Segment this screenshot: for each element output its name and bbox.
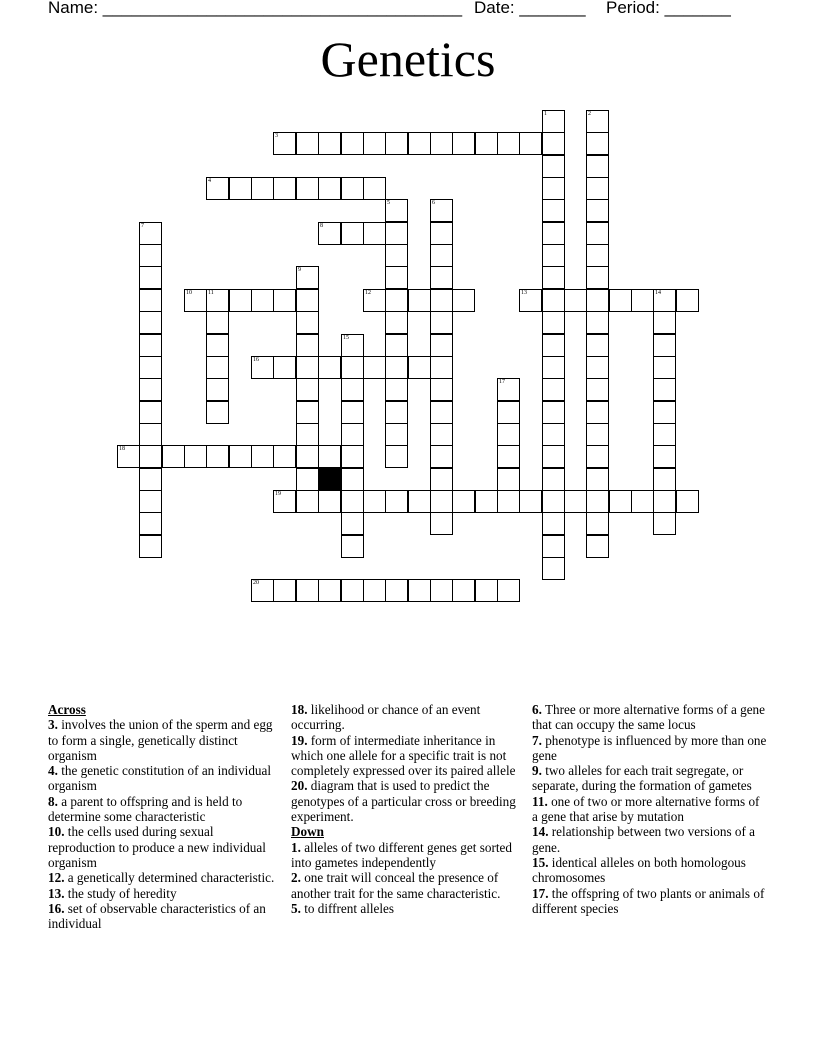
grid-cell[interactable] bbox=[341, 356, 364, 379]
clues-column-3 bbox=[532, 702, 768, 916]
grid-cell[interactable] bbox=[273, 579, 296, 602]
grid-cell[interactable] bbox=[341, 490, 364, 513]
clue-across-18: 18. likelihood or chance of an event occurring. bbox=[291, 702, 481, 733]
grid-cell[interactable] bbox=[430, 222, 453, 245]
clue-number: 7 bbox=[141, 223, 144, 229]
grid-cell[interactable] bbox=[139, 244, 162, 267]
grid-cell[interactable] bbox=[341, 334, 364, 357]
grid-cell[interactable] bbox=[542, 266, 565, 289]
grid-cell[interactable] bbox=[296, 334, 319, 357]
clue-across-4: 4. the genetic constitution of an individual organism bbox=[48, 763, 272, 794]
grid-cell[interactable] bbox=[385, 490, 408, 513]
grid-cell[interactable] bbox=[341, 579, 364, 602]
grid-cell[interactable] bbox=[430, 468, 453, 491]
grid-cell[interactable] bbox=[586, 311, 609, 334]
grid-cell[interactable] bbox=[586, 445, 609, 468]
clue-across-19: 19. form of intermediate inheritance in which one allele for a specific trait is not completely expressed over its paired allele bbox=[291, 732, 516, 779]
grid-cell[interactable] bbox=[430, 423, 453, 446]
grid-cell[interactable] bbox=[609, 490, 632, 513]
grid-cell[interactable] bbox=[586, 244, 609, 267]
grid-cell[interactable] bbox=[586, 266, 609, 289]
grid-cell[interactable] bbox=[519, 289, 542, 312]
grid-cell[interactable] bbox=[251, 579, 274, 602]
grid-cell[interactable] bbox=[475, 490, 498, 513]
grid-cell[interactable] bbox=[542, 177, 565, 200]
clue-down-7: 7. phenotype is influenced by more than one gene bbox=[532, 732, 767, 763]
grid-cell[interactable] bbox=[273, 445, 296, 468]
grid-cell[interactable] bbox=[430, 445, 453, 468]
clue-down-15: 15. identical alleles on both homologous chromosomes bbox=[532, 854, 746, 886]
grid-cell[interactable] bbox=[341, 445, 364, 468]
grid-cell[interactable] bbox=[296, 401, 319, 424]
grid-cell[interactable] bbox=[363, 356, 386, 379]
grid-cell[interactable] bbox=[251, 445, 274, 468]
grid-cell[interactable] bbox=[452, 579, 475, 602]
grid-cell[interactable] bbox=[341, 378, 364, 401]
grid-cell[interactable] bbox=[363, 177, 386, 200]
grid-cell[interactable] bbox=[542, 378, 565, 401]
grid-cell[interactable] bbox=[653, 289, 676, 312]
clue-number: 4 bbox=[208, 178, 211, 184]
grid-cell[interactable] bbox=[586, 378, 609, 401]
grid-cell[interactable] bbox=[542, 334, 565, 357]
clues-column-1 bbox=[48, 702, 276, 931]
grid-cell[interactable] bbox=[586, 222, 609, 245]
grid-cell[interactable] bbox=[385, 244, 408, 267]
grid-cell[interactable] bbox=[653, 334, 676, 357]
grid-cell[interactable] bbox=[653, 512, 676, 535]
grid-cell[interactable] bbox=[586, 535, 609, 558]
grid-cell[interactable] bbox=[430, 334, 453, 357]
grid-cell[interactable] bbox=[341, 132, 364, 155]
grid-cell[interactable] bbox=[430, 199, 453, 222]
grid-cell[interactable] bbox=[542, 557, 565, 580]
grid-cell[interactable] bbox=[497, 490, 520, 513]
grid-cell[interactable] bbox=[139, 423, 162, 446]
grid-cell[interactable] bbox=[341, 222, 364, 245]
clue-number: 17 bbox=[499, 379, 505, 385]
clue-down-14: 14. relationship between two versions of a gene. bbox=[532, 824, 756, 855]
grid-cell[interactable] bbox=[542, 445, 565, 468]
grid-cell[interactable] bbox=[586, 177, 609, 200]
grid-cell[interactable] bbox=[653, 468, 676, 491]
clue-across-20: 20. diagram that is used to predict the genotypes of a particular cross or breeding experiment. bbox=[291, 778, 516, 825]
clue-down-5: 5. to diffrent alleles bbox=[291, 900, 395, 916]
grid-cell[interactable] bbox=[251, 289, 274, 312]
grid-cell[interactable] bbox=[139, 401, 162, 424]
grid-cell[interactable] bbox=[542, 155, 565, 178]
clue-down-11: 11. one of two or more alternative forms of a gene that arise by mutation bbox=[532, 793, 760, 825]
grid-cell[interactable] bbox=[341, 512, 364, 535]
grid-cell[interactable] bbox=[385, 334, 408, 357]
clue-across-13: 13. the study of heredity bbox=[48, 885, 177, 901]
clue-number: 18 bbox=[119, 446, 125, 452]
grid-cell[interactable] bbox=[139, 356, 162, 379]
grid-cell[interactable] bbox=[162, 445, 185, 468]
grid-cell[interactable] bbox=[564, 490, 587, 513]
grid-cell[interactable] bbox=[497, 401, 520, 424]
grid-cell[interactable] bbox=[497, 423, 520, 446]
date-field: Date: _______ bbox=[474, 0, 586, 17]
grid-cell[interactable] bbox=[430, 512, 453, 535]
grid-cell[interactable] bbox=[385, 311, 408, 334]
grid-cell[interactable] bbox=[318, 490, 341, 513]
grid-cell[interactable] bbox=[296, 468, 319, 491]
clue-number: 11 bbox=[208, 290, 214, 296]
grid-cell[interactable] bbox=[475, 132, 498, 155]
grid-cell[interactable] bbox=[318, 222, 341, 245]
grid-cell[interactable] bbox=[206, 289, 229, 312]
clue-across-12: 12. a genetically determined characteristic. bbox=[48, 870, 275, 886]
grid-cell[interactable] bbox=[296, 356, 319, 379]
grid-cell[interactable] bbox=[363, 490, 386, 513]
grid-cell[interactable] bbox=[542, 490, 565, 513]
clue-number: 2 bbox=[588, 111, 591, 117]
grid-cell[interactable] bbox=[296, 266, 319, 289]
grid-cell[interactable] bbox=[475, 579, 498, 602]
grid-cell[interactable] bbox=[653, 490, 676, 513]
grid-cell[interactable] bbox=[184, 289, 207, 312]
grid-cell[interactable] bbox=[273, 356, 296, 379]
grid-cell[interactable] bbox=[519, 490, 542, 513]
grid-cell[interactable] bbox=[430, 490, 453, 513]
grid-cell[interactable] bbox=[251, 177, 274, 200]
grid-cell[interactable] bbox=[385, 401, 408, 424]
grid-cell[interactable] bbox=[385, 423, 408, 446]
grid-cell[interactable] bbox=[318, 445, 341, 468]
grid-cell[interactable] bbox=[385, 579, 408, 602]
grid-cell[interactable] bbox=[564, 289, 587, 312]
clue-number: 13 bbox=[521, 290, 527, 296]
grid-cell[interactable] bbox=[296, 177, 319, 200]
grid-cell[interactable] bbox=[206, 334, 229, 357]
grid-cell[interactable] bbox=[542, 289, 565, 312]
grid-cell[interactable] bbox=[497, 445, 520, 468]
clue-number: 6 bbox=[432, 200, 435, 206]
grid-cell[interactable] bbox=[139, 490, 162, 513]
grid-cell[interactable] bbox=[229, 177, 252, 200]
grid-cell[interactable] bbox=[586, 289, 609, 312]
grid-cell[interactable] bbox=[408, 132, 431, 155]
grid-cell[interactable] bbox=[318, 356, 341, 379]
grid-cell[interactable] bbox=[586, 132, 609, 155]
grid-cell[interactable] bbox=[542, 356, 565, 379]
grid-cell[interactable] bbox=[363, 289, 386, 312]
grid-cell[interactable] bbox=[586, 356, 609, 379]
grid-cell[interactable] bbox=[385, 199, 408, 222]
grid-cell[interactable] bbox=[586, 423, 609, 446]
clue-number: 1 bbox=[544, 111, 547, 117]
grid-cell[interactable] bbox=[631, 490, 654, 513]
grid-cell[interactable] bbox=[586, 110, 609, 133]
grid-cell[interactable] bbox=[296, 132, 319, 155]
grid-cell[interactable] bbox=[497, 132, 520, 155]
grid-cell[interactable] bbox=[542, 244, 565, 267]
grid-cell[interactable] bbox=[430, 378, 453, 401]
grid-cell[interactable] bbox=[430, 401, 453, 424]
grid-cell[interactable] bbox=[341, 423, 364, 446]
grid-cell[interactable] bbox=[452, 289, 475, 312]
grid-cell[interactable] bbox=[542, 401, 565, 424]
grid-cell[interactable] bbox=[408, 289, 431, 312]
grid-cell[interactable] bbox=[363, 579, 386, 602]
grid-cell[interactable] bbox=[653, 423, 676, 446]
grid-cell[interactable] bbox=[139, 334, 162, 357]
grid-cell[interactable] bbox=[139, 311, 162, 334]
clue-number: 3 bbox=[275, 133, 278, 139]
grid-cell[interactable] bbox=[430, 289, 453, 312]
grid-cell[interactable] bbox=[430, 132, 453, 155]
grid-cell[interactable] bbox=[542, 535, 565, 558]
grid-cell[interactable] bbox=[363, 132, 386, 155]
grid-cell[interactable] bbox=[408, 490, 431, 513]
grid-cell[interactable] bbox=[586, 334, 609, 357]
grid-cell[interactable] bbox=[653, 401, 676, 424]
grid-cell[interactable] bbox=[385, 132, 408, 155]
grid-cell[interactable] bbox=[117, 445, 140, 468]
grid-cell[interactable] bbox=[206, 311, 229, 334]
grid-cell[interactable] bbox=[385, 356, 408, 379]
grid-cell[interactable] bbox=[653, 378, 676, 401]
grid-cell[interactable] bbox=[385, 289, 408, 312]
grid-cell[interactable] bbox=[676, 490, 699, 513]
clue-number: 5 bbox=[387, 200, 390, 206]
grid-cell[interactable] bbox=[542, 222, 565, 245]
grid-cell[interactable] bbox=[296, 311, 319, 334]
grid-cell[interactable] bbox=[408, 579, 431, 602]
grid-cell[interactable] bbox=[586, 199, 609, 222]
grid-cell[interactable] bbox=[363, 222, 386, 245]
clue-down-17: 17. the offspring of two plants or animals of different species bbox=[532, 885, 765, 916]
grid-cell[interactable] bbox=[341, 177, 364, 200]
clue-number: 19 bbox=[275, 491, 281, 497]
blocked-cell bbox=[318, 468, 341, 491]
clue-across-16: 16. set of observable characteristics of an individual bbox=[48, 900, 266, 932]
clues-column-2 bbox=[291, 702, 521, 916]
grid-cell[interactable] bbox=[452, 132, 475, 155]
grid-cell[interactable] bbox=[296, 378, 319, 401]
grid-cell[interactable] bbox=[586, 468, 609, 491]
grid-cell[interactable] bbox=[273, 177, 296, 200]
grid-cell[interactable] bbox=[385, 445, 408, 468]
clue-down-2: 2. one trait will conceal the presence of another trait for the same characteristic. bbox=[291, 870, 501, 901]
grid-cell[interactable] bbox=[653, 356, 676, 379]
clue-across-10: 10. the cells used during sexual reproduction to produce a new individual organism bbox=[48, 824, 266, 870]
grid-cell[interactable] bbox=[139, 535, 162, 558]
grid-cell[interactable] bbox=[206, 356, 229, 379]
grid-cell[interactable] bbox=[430, 266, 453, 289]
clue-number: 8 bbox=[320, 223, 323, 229]
grid-cell[interactable] bbox=[318, 579, 341, 602]
grid-cell[interactable] bbox=[430, 579, 453, 602]
name-field: Name: ______________________________________ bbox=[48, 0, 463, 17]
grid-cell[interactable] bbox=[586, 512, 609, 535]
page-title: Genetics bbox=[320, 31, 496, 87]
clue-number: 9 bbox=[298, 267, 301, 273]
grid-cell[interactable] bbox=[296, 490, 319, 513]
grid-cell[interactable] bbox=[229, 289, 252, 312]
grid-cell[interactable] bbox=[341, 401, 364, 424]
grid-cell[interactable] bbox=[430, 244, 453, 267]
grid-cell[interactable] bbox=[430, 311, 453, 334]
grid-cell[interactable] bbox=[296, 289, 319, 312]
grid-cell[interactable] bbox=[318, 132, 341, 155]
grid-cell[interactable] bbox=[676, 289, 699, 312]
grid-cell[interactable] bbox=[251, 356, 274, 379]
grid-cell[interactable] bbox=[408, 356, 431, 379]
grid-cell[interactable] bbox=[139, 512, 162, 535]
grid-cell[interactable] bbox=[139, 445, 162, 468]
grid-cell[interactable] bbox=[206, 378, 229, 401]
clue-down-9: 9. two alleles for each trait segregate, or separate, during the formation of gametes bbox=[532, 763, 752, 794]
grid-cell[interactable] bbox=[184, 445, 207, 468]
grid-cell[interactable] bbox=[273, 490, 296, 513]
grid-cell[interactable] bbox=[542, 512, 565, 535]
clue-down-1: 1. alleles of two different genes get sorted into gametes independently bbox=[291, 839, 512, 870]
grid-cell[interactable] bbox=[296, 423, 319, 446]
clue-number: 14 bbox=[655, 290, 661, 296]
grid-cell[interactable] bbox=[452, 490, 475, 513]
grid-cell[interactable] bbox=[139, 378, 162, 401]
period-field: Period: _______ bbox=[606, 0, 731, 17]
grid-cell[interactable] bbox=[139, 468, 162, 491]
grid-cell[interactable] bbox=[139, 222, 162, 245]
clue-down-6: 6. Three or more alternative forms of a gene that can occupy the same locus bbox=[532, 702, 766, 733]
grid-cell[interactable] bbox=[385, 378, 408, 401]
grid-cell[interactable] bbox=[542, 423, 565, 446]
grid-cell[interactable] bbox=[653, 445, 676, 468]
grid-cell[interactable] bbox=[206, 177, 229, 200]
grid-cell[interactable] bbox=[318, 177, 341, 200]
grid-cell[interactable] bbox=[497, 579, 520, 602]
grid-cell[interactable] bbox=[542, 468, 565, 491]
clue-across-8: 8. a parent to offspring and is held to determine some characteristic bbox=[48, 793, 243, 825]
grid-cell[interactable] bbox=[519, 132, 542, 155]
grid-cell[interactable] bbox=[497, 468, 520, 491]
grid-cell[interactable] bbox=[586, 490, 609, 513]
clue-number: 16 bbox=[253, 357, 259, 363]
clue-number: 20 bbox=[253, 580, 259, 586]
clue-number: 10 bbox=[186, 290, 192, 296]
grid-cell[interactable] bbox=[497, 378, 520, 401]
down-heading: Down bbox=[291, 824, 324, 840]
grid-cell[interactable] bbox=[206, 445, 229, 468]
grid-cell[interactable] bbox=[229, 445, 252, 468]
grid-cell[interactable] bbox=[586, 401, 609, 424]
clue-number: 12 bbox=[365, 290, 371, 296]
grid-cell[interactable] bbox=[296, 445, 319, 468]
grid-cell[interactable] bbox=[273, 289, 296, 312]
grid-cell[interactable] bbox=[341, 468, 364, 491]
clue-across-3: 3. involves the union of the sperm and egg to form a single, genetically distinct organism bbox=[48, 717, 273, 763]
grid-cell[interactable] bbox=[609, 289, 632, 312]
grid-cell[interactable] bbox=[542, 311, 565, 334]
across-heading: Across bbox=[48, 702, 86, 717]
grid-cell[interactable] bbox=[430, 356, 453, 379]
grid-cell[interactable] bbox=[296, 579, 319, 602]
grid-cell[interactable] bbox=[542, 132, 565, 155]
grid-cell[interactable] bbox=[385, 266, 408, 289]
clue-number: 15 bbox=[343, 335, 349, 341]
grid-cell[interactable] bbox=[631, 289, 654, 312]
grid-cell[interactable] bbox=[139, 266, 162, 289]
grid-cell[interactable] bbox=[341, 535, 364, 558]
grid-cell[interactable] bbox=[542, 199, 565, 222]
grid-cell[interactable] bbox=[653, 311, 676, 334]
grid-cell[interactable] bbox=[139, 289, 162, 312]
grid-cell[interactable] bbox=[273, 132, 296, 155]
grid-cell[interactable] bbox=[206, 401, 229, 424]
grid-cell[interactable] bbox=[542, 110, 565, 133]
grid-cell[interactable] bbox=[586, 155, 609, 178]
grid-cell[interactable] bbox=[385, 222, 408, 245]
